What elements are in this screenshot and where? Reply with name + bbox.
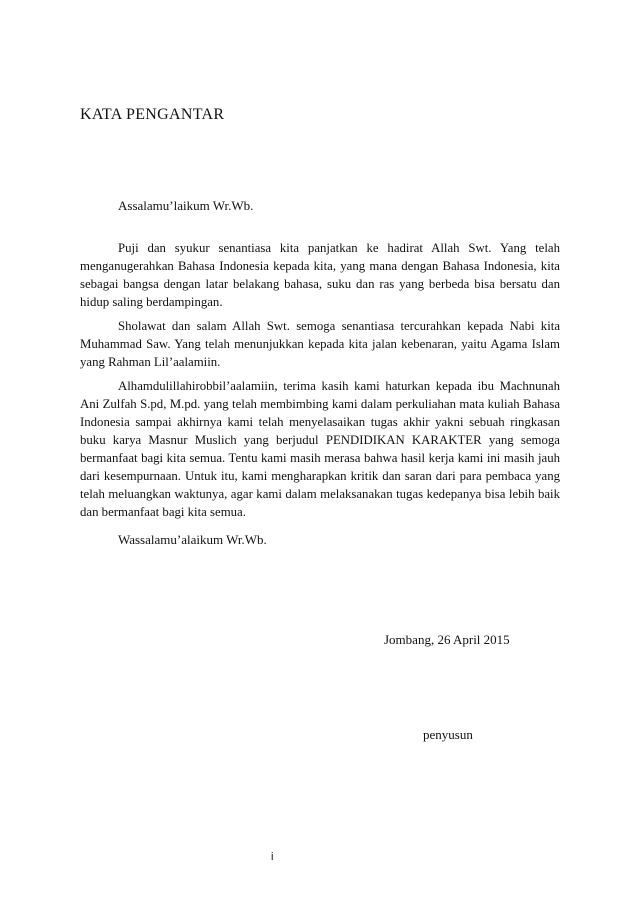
place-date: Jombang, 26 April 2015 [384, 632, 510, 647]
page-title: KATA PENGANTAR [80, 106, 225, 123]
paragraph-gratitude: Puji dan syukur senantiasa kita panjatkan ke hadirat Allah Swt. Yang telah menganugerahkan Bahasa Indonesia kepada kita, yang mana dengan Bahasa Indonesia, kita sebagai bangsa dengan latar belakang bahasa, suku dan ras yang berbeda bisa bersatu dan hidup saling berdampingan. [80, 241, 560, 309]
paragraph-salutation: Sholawat dan salam Allah Swt. semoga senantiasa tercurahkan kepada Nabi kita Muhammad Saw. Yang telah menunjukkan kepada kita jalan kebenaran, yaitu Agama Islam yang Rahman Lil’aalamiin. [80, 319, 560, 369]
closing-text: Wassalamu’alaikum Wr.Wb. [118, 532, 267, 547]
page-number: i [271, 851, 274, 863]
body-text [80, 239, 560, 527]
paragraph-thanks: Alhamdulillahirobbil’aalamiin, terima kasih kami haturkan kepada ibu Machnunah Ani Zulfah S.pd, M.pd. yang telah membimbing kami dalam perkuliahan mata kuliah Bahasa Indonesia sampai akhirnya kami telah menyelasaikan tugas akhir yakni sebuah ringkasan buku karya Masnur Muslich yang berjudul PENDIDIKAN KARAKTER yang semoga bermanfaat bagi kita semua. Tentu kami masih merasa bahwa hasil kerja kami ini masih jauh dari kesempurnaan. Untuk itu, kami mengharapkan kritik dan saran dari para pembaca yang telah meluangkan waktunya, agar kami dalam melaksanakan tugas kedepanya bisa lebih baik dan bermanfaat bagi kita semua. [80, 379, 560, 519]
signer-label: penyusun [423, 727, 473, 742]
greeting-text: Assalamu’laikum Wr.Wb. [118, 198, 254, 213]
